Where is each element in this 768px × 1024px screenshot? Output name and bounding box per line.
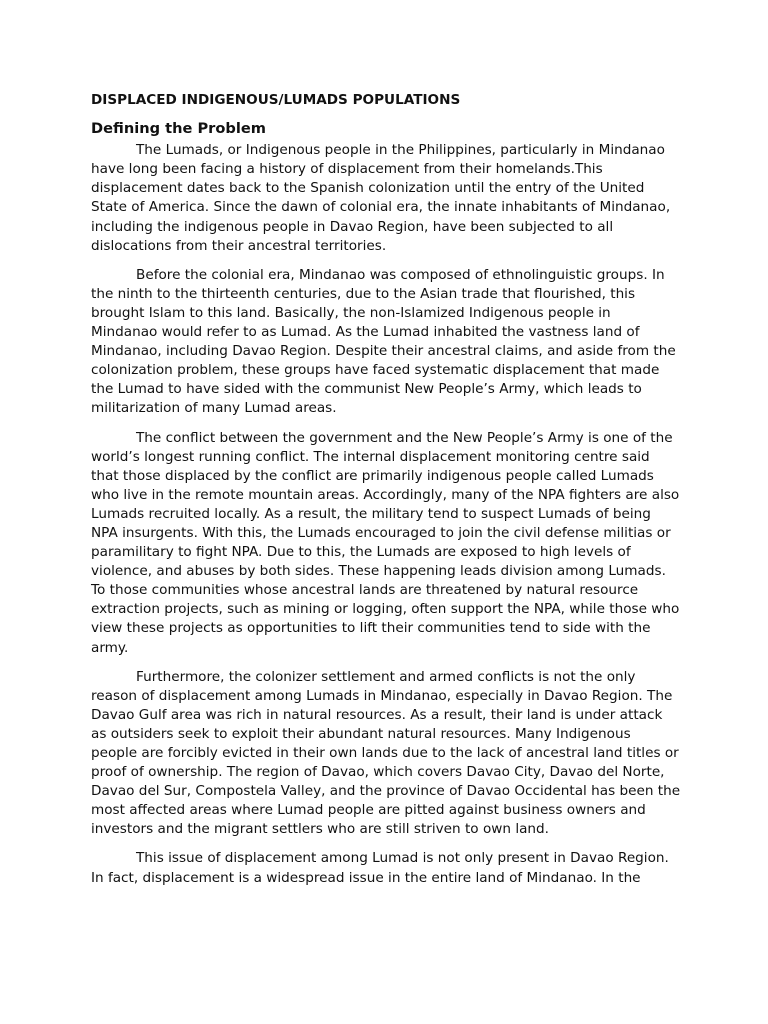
paragraph-1: The Lumads, or Indigenous people in the Philippines, particularly in Mindanao have long been facing a history of displacement from their homelands.This displacement dates back to the Spanish colonization until the entry of the United State of America. Since the dawn of colonial era, the innate inhabitants of Mindanao, including the indigenous people in Davao Region, have been subjected to all dislocations from their ancestral territories.	[91, 142, 671, 254]
paragraph-5: This issue of displacement among Lumad is not only present in Davao Region. In fact, displacement is a widespread issue in the entire land of Mindanao. In the	[91, 850, 669, 886]
document-body	[91, 91, 681, 898]
section-heading: Defining the Problem	[91, 120, 266, 138]
paragraph-3: The conflict between the government and the New People’s Army is one of the world’s longest running conflict. The internal displacement monitoring centre said that those displaced by the conflict are primarily indigenous people called Lumads who live in the remote mountain areas. Accordingly, many of the NPA fighters are also Lumads recruited locally. As a result, the military tend to suspect Lumads of being NPA insurgents. With this, the Lumads encouraged to join the civil defense militias or paramilitary to fight NPA. Due to this, the Lumads are exposed to high levels of violence, and abuses by both sides. These happening leads division among Lumads. To those communities whose ancestral lands are threatened by natural resource extraction projects, such as mining or logging, often support the NPA, while those who view these projects as opportunities to lift their communities tend to side with the army.	[91, 429, 680, 656]
paragraph-4: Furthermore, the colonizer settlement and armed conflicts is not the only reason of displacement among Lumads in Mindanao, especially in Davao Region. The Davao Gulf area was rich in natural resources. As a result, their land is under attack as outsiders seek to exploit their abundant natural resources. Many Indigenous people are forcibly evicted in their own lands due to the lack of ancestral land titles or proof of ownership. The region of Davao, which covers Davao City, Davao del Norte, Davao del Sur, Compostela Valley, and the province of Davao Occidental has been the most affected areas where Lumad people are pitted against business owners and investors and the migrant settlers who are still striven to own land.	[91, 668, 681, 838]
paragraph-2: Before the colonial era, Mindanao was composed of ethnolinguistic groups. In the ninth to the thirteenth centuries, due to the Asian trade that flourished, this brought Islam to this land. Basically, the non-Islamized Indigenous people in Mindanao would refer to as Lumad. As the Lumad inhabited the vastness land of Mindanao, including Davao Region. Despite their ancestral claims, and aside from the colonization problem, these groups have faced systematic displacement that made the Lumad to have sided with the communist New People’s Army, which leads to militarization of many Lumad areas.	[91, 266, 676, 417]
document-title: DISPLACED INDIGENOUS/LUMADS POPULATIONS	[91, 92, 461, 108]
